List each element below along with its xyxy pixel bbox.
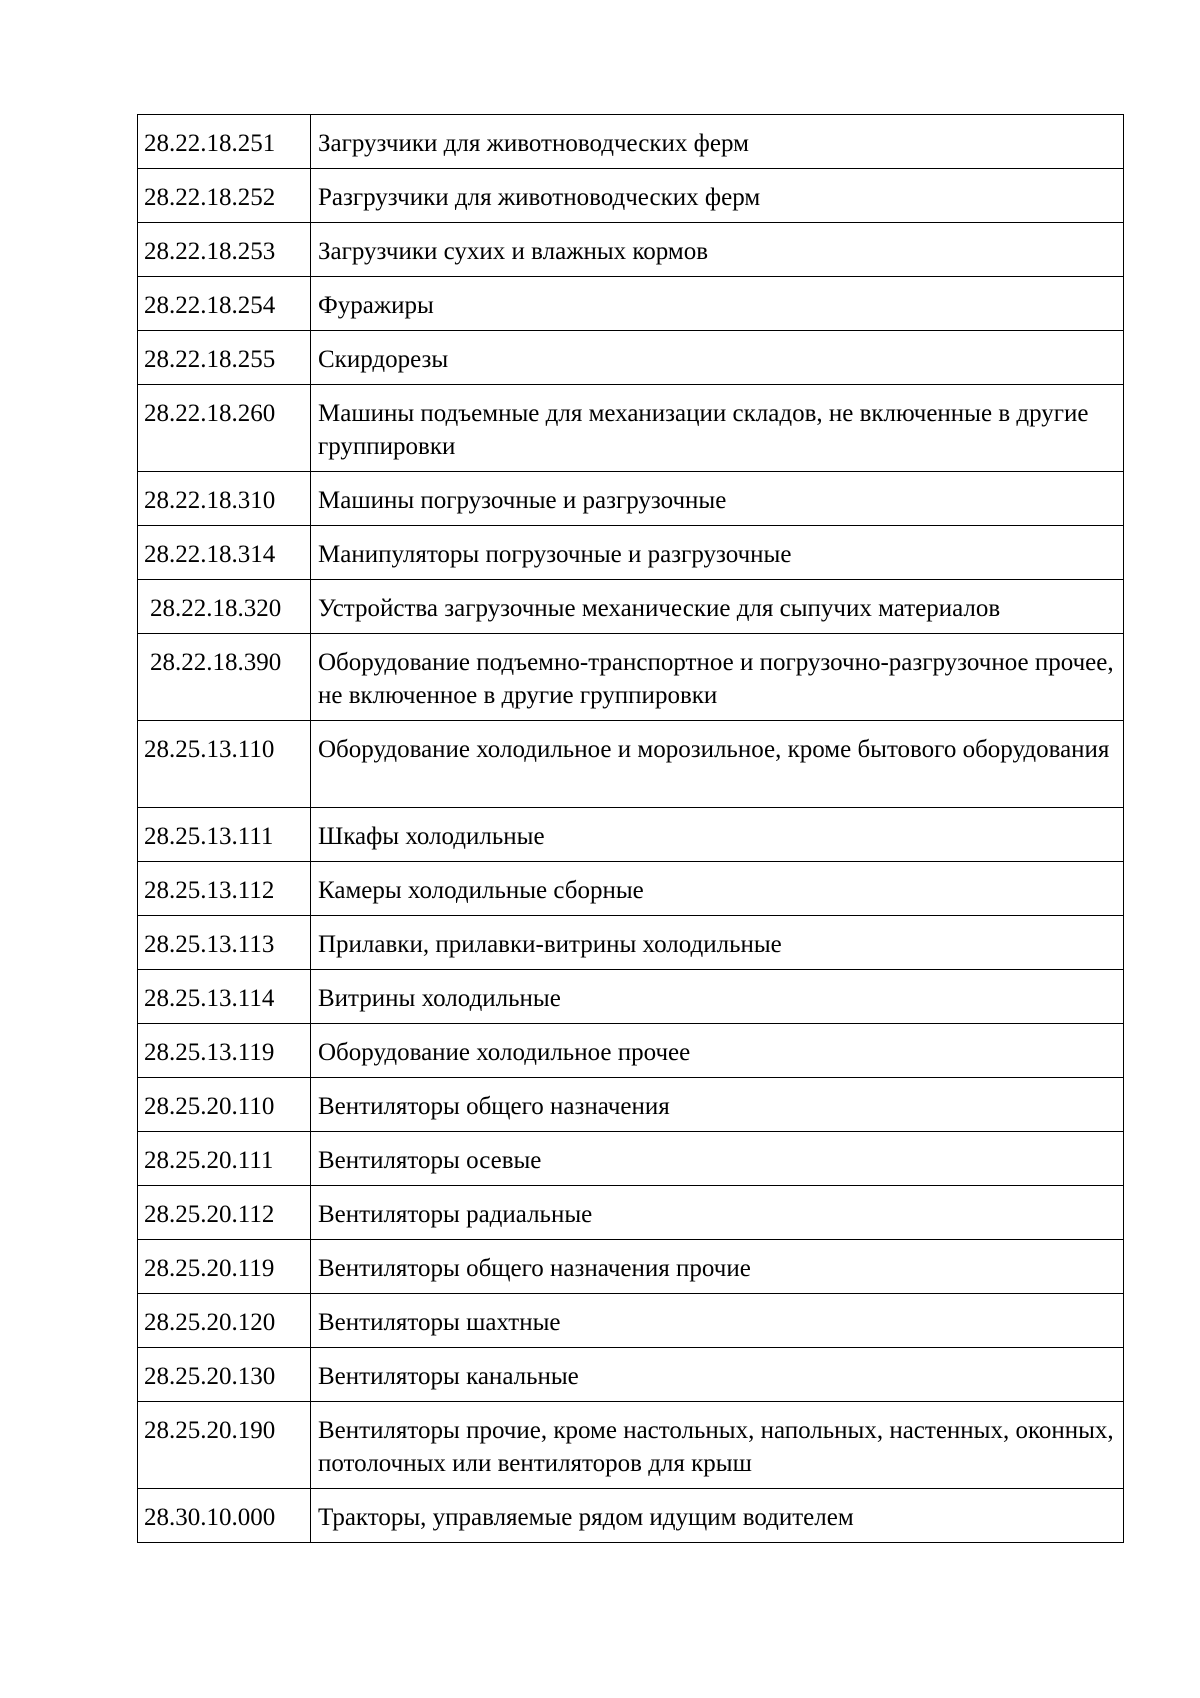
code-cell: 28.25.20.190 — [138, 1402, 311, 1489]
code-cell: 28.25.13.112 — [138, 862, 311, 916]
code-cell: 28.25.20.111 — [138, 1132, 311, 1186]
name-cell: Оборудование подъемно-транспортное и погрузочно-разгрузочное прочее, не включенное в другие группировки — [311, 634, 1124, 721]
name-cell: Тракторы, управляемые рядом идущим водителем — [311, 1489, 1124, 1543]
table-row — [138, 1186, 1124, 1240]
code-cell: 28.25.20.119 — [138, 1240, 311, 1294]
table-row — [138, 223, 1124, 277]
table-body — [138, 115, 1124, 1543]
name-cell: Машины погрузочные и разгрузочные — [311, 472, 1124, 526]
name-cell: Вентиляторы шахтные — [311, 1294, 1124, 1348]
table-row — [138, 808, 1124, 862]
table-row — [138, 970, 1124, 1024]
table-row — [138, 916, 1124, 970]
code-cell: 28.25.20.120 — [138, 1294, 311, 1348]
table-row — [138, 1132, 1124, 1186]
classification-table — [137, 114, 1124, 1543]
name-cell: Загрузчики для животноводческих ферм — [311, 115, 1124, 169]
table-row — [138, 1240, 1124, 1294]
code-cell: 28.25.13.113 — [138, 916, 311, 970]
table-row — [138, 862, 1124, 916]
name-cell: Вентиляторы прочие, кроме настольных, напольных, настенных, оконных, потолочных или вентиляторов для крыш — [311, 1402, 1124, 1489]
name-cell: Скирдорезы — [311, 331, 1124, 385]
code-cell: 28.22.18.390 — [138, 634, 311, 721]
name-cell: Фуражиры — [311, 277, 1124, 331]
code-cell: 28.22.18.314 — [138, 526, 311, 580]
code-cell: 28.22.18.252 — [138, 169, 311, 223]
name-cell: Камеры холодильные сборные — [311, 862, 1124, 916]
table-row — [138, 1294, 1124, 1348]
table-row — [138, 169, 1124, 223]
table-row — [138, 634, 1124, 721]
code-cell: 28.22.18.260 — [138, 385, 311, 472]
code-cell: 28.25.13.114 — [138, 970, 311, 1024]
name-cell: Разгрузчики для животноводческих ферм — [311, 169, 1124, 223]
name-cell: Прилавки, прилавки-витрины холодильные — [311, 916, 1124, 970]
table-row — [138, 526, 1124, 580]
name-cell: Витрины холодильные — [311, 970, 1124, 1024]
table-row — [138, 1402, 1124, 1489]
table-row — [138, 331, 1124, 385]
code-cell: 28.22.18.251 — [138, 115, 311, 169]
name-cell: Оборудование холодильное и морозильное, кроме бытового оборудования — [311, 721, 1124, 808]
name-cell: Вентиляторы канальные — [311, 1348, 1124, 1402]
name-cell: Устройства загрузочные механические для сыпучих материалов — [311, 580, 1124, 634]
table-row — [138, 1348, 1124, 1402]
name-cell: Машины подъемные для механизации складов, не включенные в другие группировки — [311, 385, 1124, 472]
code-cell: 28.25.20.130 — [138, 1348, 311, 1402]
code-cell: 28.22.18.320 — [138, 580, 311, 634]
code-cell: 28.25.20.112 — [138, 1186, 311, 1240]
table-row — [138, 115, 1124, 169]
name-cell: Загрузчики сухих и влажных кормов — [311, 223, 1124, 277]
table-row — [138, 1024, 1124, 1078]
name-cell: Вентиляторы радиальные — [311, 1186, 1124, 1240]
table-row — [138, 580, 1124, 634]
code-cell: 28.25.20.110 — [138, 1078, 311, 1132]
code-cell: 28.22.18.255 — [138, 331, 311, 385]
code-cell: 28.25.13.111 — [138, 808, 311, 862]
code-cell: 28.25.13.119 — [138, 1024, 311, 1078]
name-cell: Манипуляторы погрузочные и разгрузочные — [311, 526, 1124, 580]
code-cell: 28.22.18.254 — [138, 277, 311, 331]
code-cell: 28.22.18.253 — [138, 223, 311, 277]
code-cell: 28.30.10.000 — [138, 1489, 311, 1543]
table-row — [138, 385, 1124, 472]
table-row — [138, 1489, 1124, 1543]
table-row — [138, 277, 1124, 331]
code-cell: 28.22.18.310 — [138, 472, 311, 526]
name-cell: Вентиляторы осевые — [311, 1132, 1124, 1186]
table-row — [138, 472, 1124, 526]
code-cell: 28.25.13.110 — [138, 721, 311, 808]
table-row — [138, 1078, 1124, 1132]
name-cell: Шкафы холодильные — [311, 808, 1124, 862]
name-cell: Вентиляторы общего назначения прочие — [311, 1240, 1124, 1294]
table-row — [138, 721, 1124, 808]
name-cell: Вентиляторы общего назначения — [311, 1078, 1124, 1132]
name-cell: Оборудование холодильное прочее — [311, 1024, 1124, 1078]
